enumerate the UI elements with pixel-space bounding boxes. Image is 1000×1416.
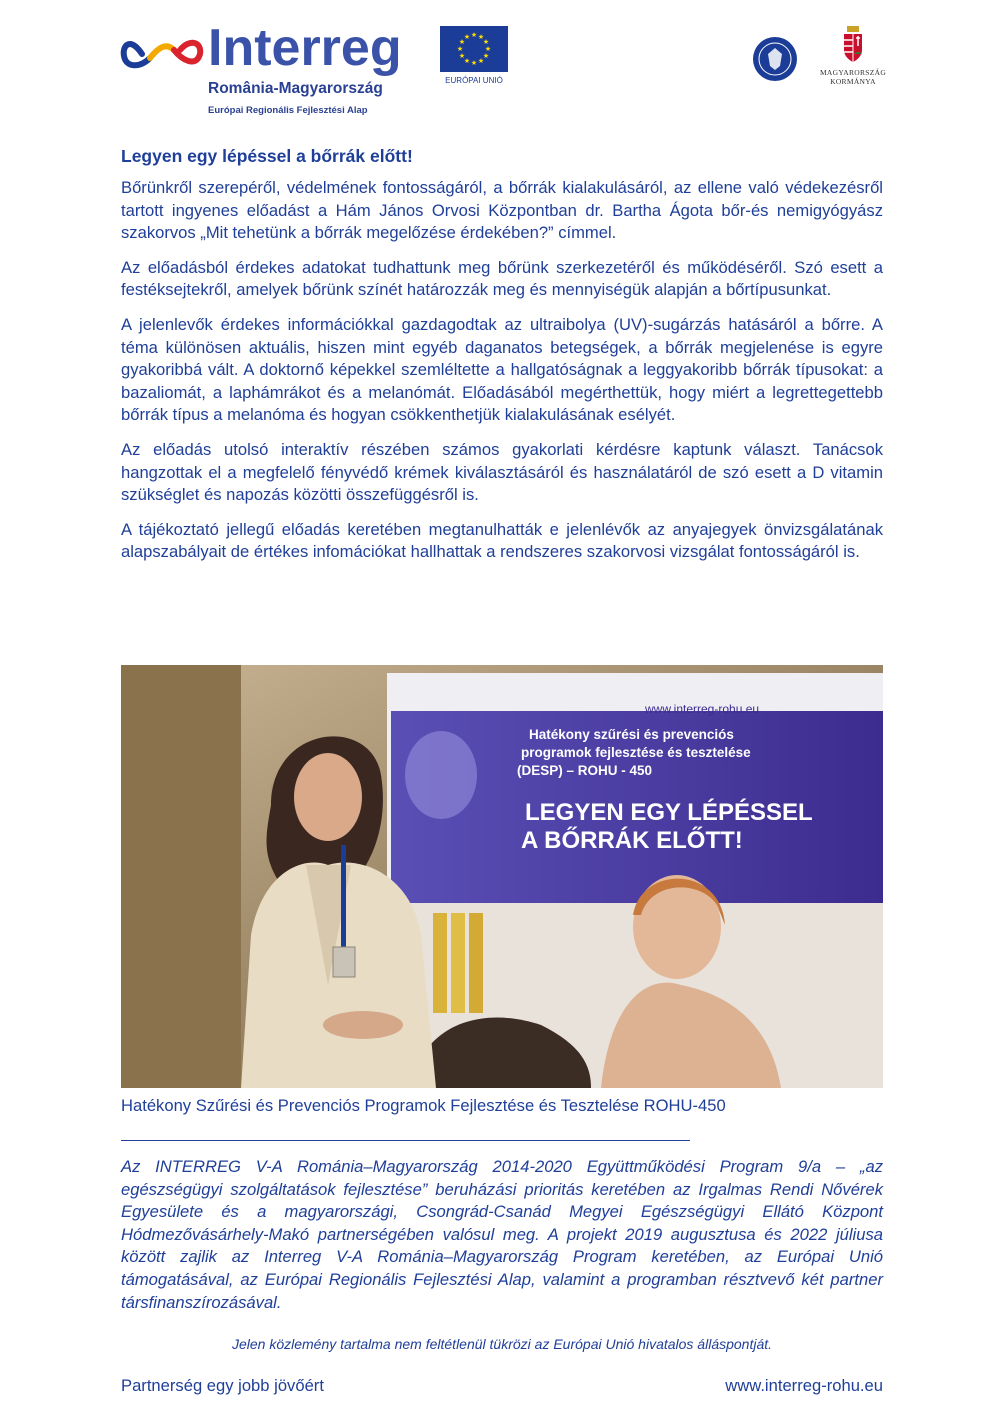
eu-flag-icon (440, 26, 508, 72)
svg-text:★: ★ (477, 57, 485, 65)
eu-label: EURÓPAI UNIÓ (445, 76, 503, 85)
svg-text:★: ★ (463, 33, 471, 41)
romanian-government-seal-icon (752, 36, 798, 82)
interreg-symbol-icon (120, 32, 206, 76)
banner-text-line: Hatékony szűrési és prevenciós (529, 727, 734, 742)
photo-caption: Hatékony Szűrési és Prevenciós Programok Fejlesztése és Tesztelése ROHU-450 (121, 1096, 726, 1115)
svg-text:★: ★ (470, 59, 478, 67)
article-paragraph: Az előadás utolsó interaktív részében számos gyakorlati kérdésre kaptunk választ. Tanácsok hangzottak el a megfelelő fényvédő krémek kiválasztásáról és használatáról de szó esett a D vitamin szükséglet és napozás közötti összefüggésről is. (121, 439, 883, 505)
presentation-scene (121, 665, 883, 1088)
svg-text:★: ★ (458, 38, 466, 46)
article-paragraph: A tájékoztató jellegű előadás keretében megtanulhatták e jelenlévők az anyajegyek önvizsgálatának alapszabályait de értékes infomációkat hallhattak a rendszeres szakorvosi vizsgálat fontosságáról is. (121, 519, 883, 562)
banner-text-line: programok fejlesztése és tesztelése (521, 745, 751, 760)
footer-website-link[interactable]: www.interreg-rohu.eu (725, 1376, 883, 1395)
svg-text:★: ★ (477, 33, 485, 41)
funding-note: Az INTERREG V-A Románia–Magyarország 2014-2020 Együttműködési Program 9/a – „az egészségügyi szolgáltatások fejlesztése” beruházási prioritás keretében az Irgalmas Rendi Nővérek Egyesülete és a magyarországi, Csongrád-Csanád Megyei Egészségügyi Ellátó Központ Hódmezővásárhely-Makó partnerségében valósul meg. A projekt 2019 augusztusa és 2022 júliusa között zajlik az Interreg V-A Románia–Magyarország Program keretében, az Európai Unió támogatásával, az Európai Regionális Fejlesztési Alap, valamint a programban résztvevő két partner társfinanszírozásával. (121, 1157, 883, 1312)
logo-fund-name: Európai Regionális Fejlesztési Alap (208, 105, 368, 116)
svg-text:★: ★ (482, 52, 490, 60)
interreg-logo (120, 19, 420, 118)
divider (121, 1140, 690, 1141)
svg-text:★: ★ (484, 45, 492, 53)
article (121, 146, 883, 576)
eu-disclaimer: Jelen közlemény tartalma nem feltétlenül tükrözi az Európai Unió hivatalos álláspontját. (231, 1336, 773, 1352)
svg-text:★: ★ (456, 45, 464, 53)
article-paragraph: A jelenlevők érdekes információkkal gazdagodtak az ultraibolya (UV)-sugárzás hatásáról a bőrre. A téma különösen aktuális, hiszen mint egyéb daganatos betegségek, a bőrrák megjelenése is egyre gyakoribbá vált. A doktornő képekkel szemléltette a hallgatóságnak a leggyakoribb bőrrák típusokat: a bazaliomát, a laphámrákot és a melanómát. Előadásából megérthettük, hogy miért a legrettegettebb bőrrák típus a melanóma és hogyan csökkenthetjük kialakulásának esélyét. (121, 314, 883, 425)
page-header (0, 0, 1000, 130)
event-photo (121, 665, 883, 1088)
svg-text:★: ★ (458, 52, 466, 60)
banner-headline: A BŐRRÁK ELŐTT! (521, 827, 743, 854)
footer-slogan: Partnerség egy jobb jövőért (121, 1376, 324, 1395)
article-title: Legyen egy lépéssel a bőrrák előtt! (121, 146, 413, 166)
banner-text-line: (DESP) – ROHU - 450 (517, 763, 653, 778)
logo-program-name: România-Magyarország (208, 80, 383, 97)
article-paragraph: Az előadásból érdekes adatokat tudhattunk meg bőrünk szerkezetéről és működéséről. Szó esett a festéksejtekről, amelyek bőrünk színét határozzák meg és mennyiségük alapján a bőrtípusunkat. (121, 257, 883, 300)
svg-text:★: ★ (470, 31, 478, 39)
article-paragraph: Bőrünkről szerepéről, védelmének fontosságáról, a bőrrák kialakulásáról, az ellene való védekezésről tartott ingyenes előadást a Hám János Orvosi Központban dr. Bartha Ágota bőr-és nemigyógyász szakorvos „Mit tehetünk a bőrrák megelőzése érdekében?” címmel. (121, 178, 883, 243)
hungarian-government-label: MAGYARORSZÁG KORMÁNYA (819, 68, 887, 86)
logo-wordmark: Interreg (208, 19, 402, 77)
banner-url: www.interreg-rohu.eu (645, 702, 760, 716)
svg-text:★: ★ (463, 57, 471, 65)
svg-text:★: ★ (482, 38, 490, 46)
banner-headline: LEGYEN EGY LÉPÉSSEL (525, 799, 813, 826)
